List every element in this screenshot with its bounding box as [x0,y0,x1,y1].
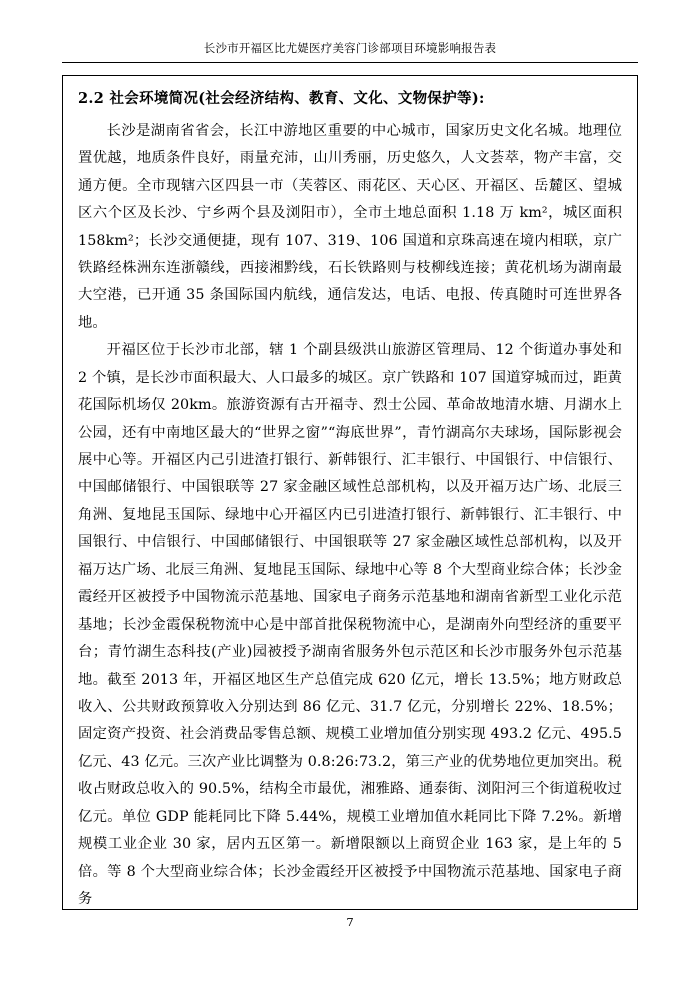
paragraph-overview-kaifu: 开福区位于长沙市北部，辖 1 个副县级洪山旅游区管理局、12 个街道办事处和 2 个镇，是长沙市面积最大、人口最多的城区。京广铁路和 107 国道穿城而过，距黄花国际机场仅 20km。旅游资源有古开福寺、烈士公园、革命故地清水塘、月湖水上公园，还有中南地区最大的“世界之窗”“海底世界”，青竹湖高尔夫球场，国际影视会展中心等。开福区内己引进渣打银行、新韩银行、汇丰银行、中国银行、中信银行、中国邮储银行、中国银联等 27 家金融区域性总部机构，以及开福万达广场、北辰三角洲、复地昆玉国际、绿地中心开福区内已引进渣打银行、新韩银行、汇丰银行、中国银行、中信银行、中国邮储银行、中国银联等 27 家金融区域性总部机构，以及开福万达广场、北辰三角洲、复地昆玉国际、绿地中心等 8 个大型商业综合体；长沙金霞经开区被授予中国物流示范基地、国家电子商务示范基地和湖南省新型工业化示范基地；长沙金霞保税物流中心是中部首批保税物流中心，是湖南外向型经济的重要平台；青竹湖生态科技(产业)园被授予湖南省服务外包示范区和长沙市服务外包示范基地。截至 2013 年，开福区地区生产总值完成 620 亿元，增长 13.5%；地方财政总收入、公共财政预算收入分别达到 86 亿元、31.7 亿元，分别增长 22%、18.5%；固定资产投资、社会消费品零售总额、规模工业增加值分别实现 493.2 亿元、495.5 亿元、43 亿元。三次产业比调整为 0.8:26:73.2，第三产业的优势地位更加突出。税收占财政总收入的 90.5%，结构全市最优，湘雅路、通泰街、浏阳河三个街道税收过亿元。单位 GDP 能耗同比下降 5.44%，规模工业增加值水耗同比下降 7.2%。新增规模工业企业 30 家，居内五区第一。新增限额以上商贸企业 163 家，是上年的 5 倍。等 8 个大型商业综合体；长沙金霞经开区被授予中国物流示范基地、国家电子商务 [78,342,622,907]
page-number: 7 [346,915,354,929]
paragraph-overview-changsha: 长沙是湖南省省会，长江中游地区重要的中心城市，国家历史文化名城。地理位置优越，地质条件良好，雨量充沛，山川秀丽，历史悠久，人文荟萃，物产丰富，交通方便。全市现辖六区四县一市（芙蓉区、雨花区、天心区、开福区、岳麓区、望城区六个区及长沙、宁乡两个县及浏阳市），全市土地总面积 1.18 万 km²，城区面积 158km²；长沙交通便捷，现有 107、319、106 国道和京珠高速在境内相联，京广铁路经株洲东连浙赣线，西接湘黔线，石长铁路则与枝柳线连接；黄花机场为湖南最大空港，已开通 35 条国际国内航线，通信发达，电话、电报、传真随时可连世界各地。 [78,122,622,331]
section-title: 2.2 社会环境简况(社会经济结构、教育、文化、文物保护等): [78,90,485,107]
header-divider [62,62,638,63]
document-content [72,84,628,907]
page-header: 长沙市开福区比尤媞医疗美容门诊部项目环境影响报告表 [203,41,497,55]
